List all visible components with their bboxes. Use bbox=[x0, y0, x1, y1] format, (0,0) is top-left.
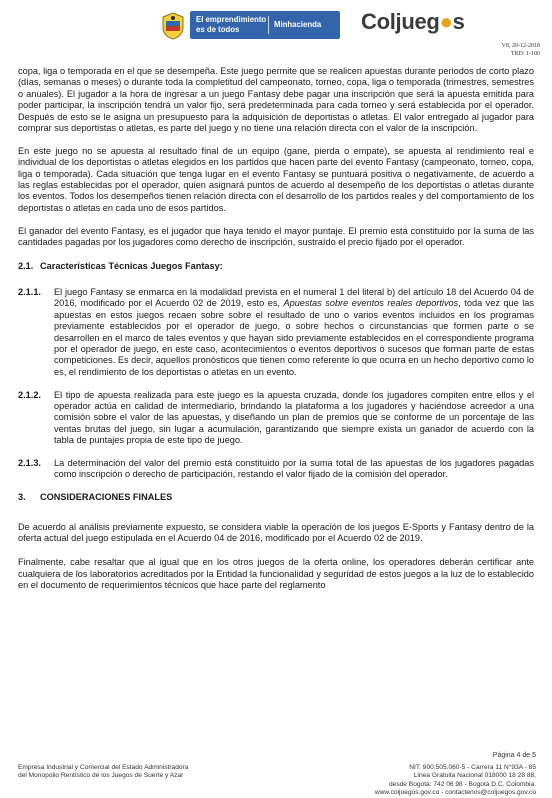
paragraph: El ganador del evento Fantasy, es el jugador que haya tenido el mayor puntaje. El premio está constituido por la suma de las cantidades pagadas por los jugadores como derecho de inscripción, sustraído el precio fijado por el operador. bbox=[18, 225, 534, 248]
paragraph: De acuerdo al análisis previamente expuesto, se considera viable la operación de los juegos E-Sports y Fantasy dentro de la oferta actual del juego estipulada en el Acuerdo 04 de 2016, modificado por el Acuerdo 02 de 2019. bbox=[18, 521, 534, 543]
page-header bbox=[0, 0, 552, 58]
paragraph: copa, liga o temporada en el que se desempeña. Este juego permite que se realicen apuestas durante periodos de corto plazo (días, semanas o meses) o durante toda la completitud del campeonato, torneo, copa, liga o temporada (trimestres, semestres o anuales). El jugador a la hora de ingresar a un juego Fantasy debe pagar una inscripción que será la apuesta emitida para poder participar, la inscripción tendrá un valor fijo, será predeterminada para cada torneo y será establecida por el operador. Después de esto se le asigna un presupuesto para la adquisición de deportistas o atletas. El valor entregado al jugador para comprar sus deportistas o atletas, es parte del juego y no tiene una relación directa con el valor de la inscripción. bbox=[18, 66, 534, 134]
ministry-label: Minhacienda bbox=[274, 20, 322, 29]
gov-slogan: El emprendimiento es de todos bbox=[196, 15, 267, 34]
section-heading: 3. CONSIDERACIONES FINALES bbox=[18, 492, 173, 503]
banner-divider bbox=[268, 16, 269, 34]
numbered-item: 2.1.2. El tipo de apuesta realizada para este juego es la apuesta cruzada, donde los jugadores compiten entre ellos y el operador actúa en calidad de intermediario, brindando la plataforma a los jugadores y haciéndose acreedor a una comisión sobre el valor de las apuestas, y diseñando un plan de premios que se conforme de un porcentaje de las ventas brutas del juego, sin lugar a acumulación, garantizando que siempre exista un ganador de acuerdo con la tabla de puntajes propia de este tipo de juego. bbox=[18, 389, 534, 446]
coljuegos-logo: Coljueg●s bbox=[361, 9, 465, 34]
colombia-coat-of-arms-icon bbox=[160, 11, 186, 41]
paragraph: En este juego no se apuesta al resultado final de un equipo (gane, pierda o empate), se apuesta al rendimiento real e individual de los deportistas o atletas elegidos en los partidos que hacen parte del evento Fantasy (campeonato, torneo, copa, liga o temporada). Cada situación que tenga lugar en el evento Fantasy se puntuará positiva o negativamente, de acuerdo a las reglas establecidas por el operador, quien asignará puntos de acuerdo al desempeño de los deportistas o atletas durante los eventos. Todos los desempeños tienen relación directa con el desarrollo de los partidos reales y del comportamiento de los deportistas o atletas en cada uno de esos partidos. bbox=[18, 145, 534, 213]
document-body bbox=[18, 66, 534, 603]
footer-contact: NIT: 900.505.060-5 - Carrera 11 N°93A - 85 Línea Gratuita Nacional 018000 18 28 88, desde Bogotá: 742 06 98 - Bogotá D.C. Colombia. www.coljuegos.gov.co - contactenos@coljuegos.gov.co bbox=[374, 764, 536, 797]
government-banner bbox=[190, 11, 340, 39]
paragraph: Finalmente, cabe resaltar que al igual que en los otros juegos de la oferta online, los operadores deberán certificar ante cualquiera de los laboratorios acreditados por la Entidad la funcionalidad y seguridad de estos juegos a la luz de lo establecido en el documento de requerimientos técnicos que hace parte del reglamento bbox=[18, 557, 534, 591]
footer-entity: Empresa Industrial y Comercial del Estado Administradora del Monopolio Rentístico de los Juegos de Suerte y Azar bbox=[18, 764, 189, 780]
section-heading: 2.1. Características Técnicas Juegos Fantasy: bbox=[18, 261, 223, 272]
document-version: V8, 20-12-2018 TRD: 1-100 bbox=[501, 43, 540, 57]
page-number: Página 4 de 5 bbox=[492, 752, 536, 759]
numbered-item: 2.1.3. La determinación del valor del premio está constituido por la suma total de las apuestas de los jugadores pagadas como inscripción o derecho de participación, restando el valor fijado de la comisión del operador. bbox=[18, 457, 534, 480]
numbered-item: 2.1.1. El juego Fantasy se enmarca en la modalidad prevista en el numeral 1 del literal b) del artículo 18 del Acuerdo 04 de 2016, modificado por el Acuerdo 02 de 2019, esto es, Apuestas sobre eventos reales deportivos, toda vez que las apuestas en estos juegos recaen sobre sobre el resultado de uno o varios eventos incluidos en los programas previamente establecidos por el operador de juego, o sobre hechos o circunstancias que formen parte o se desarrollen en el marco de tales eventos y que hayan sido previamente establecidos en el correspondiente programa por el operador de juego, en este caso, acontecimientos o eventos deportivos o sucesos que forman parte de estas competiciones. Es decir, aquellos pronósticos que tienen como referente lo que ocurra en un hecho deportivo como lo es, el rendimiento de los deportistas o atletas en un evento. bbox=[18, 286, 535, 377]
